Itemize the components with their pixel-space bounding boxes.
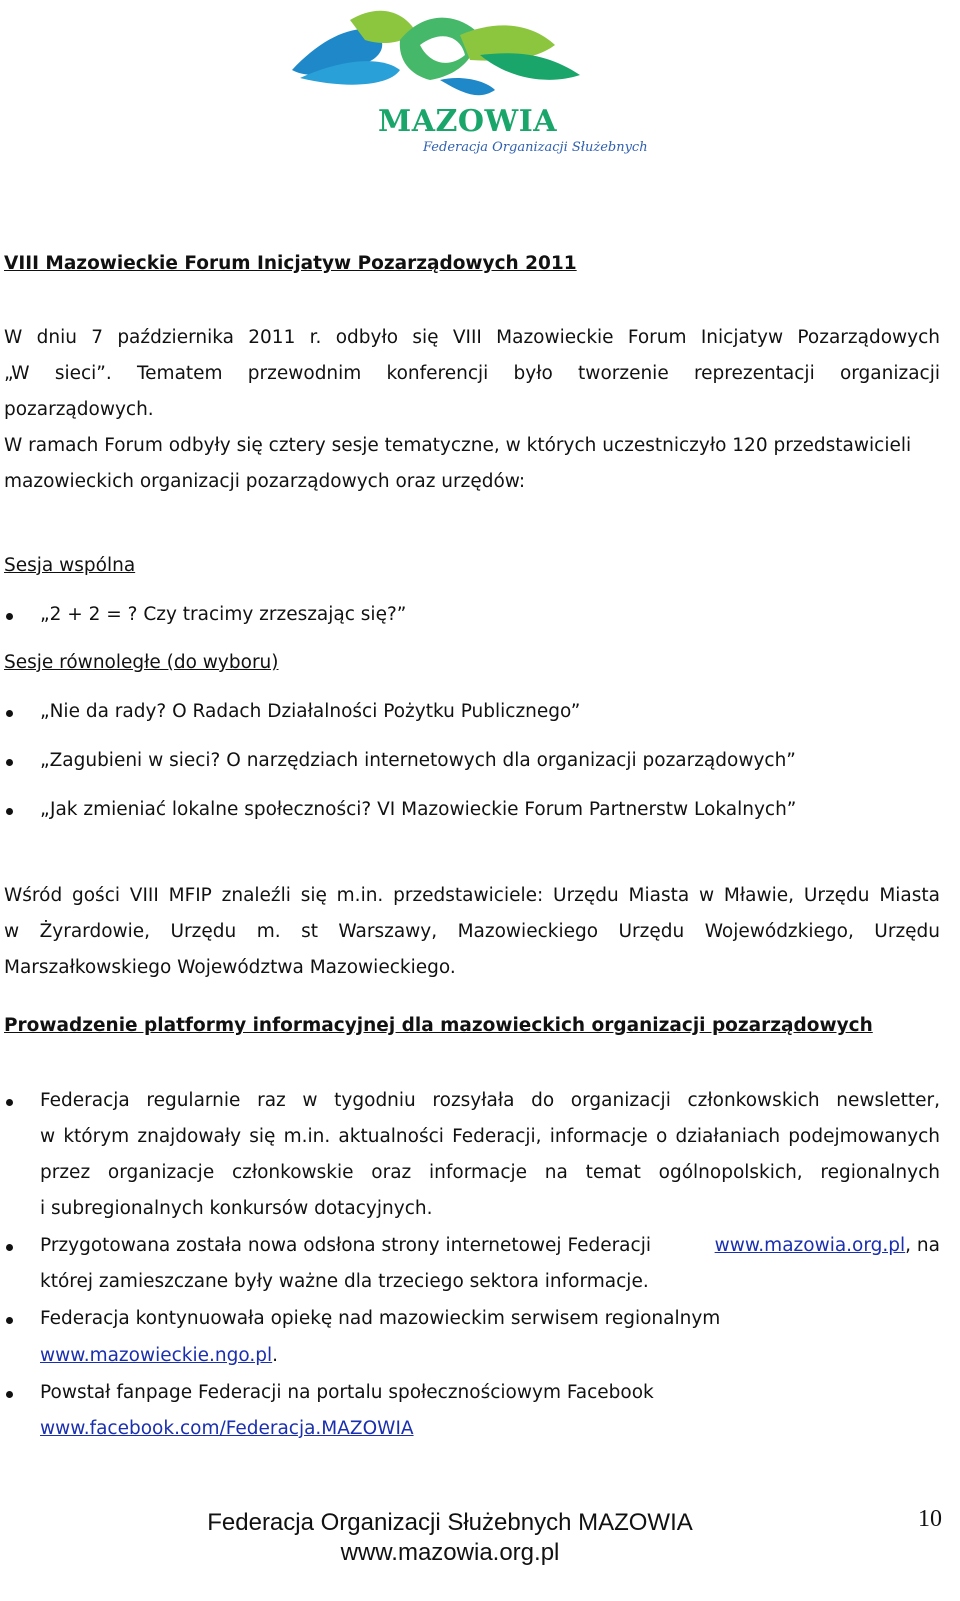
list-item-text: , na xyxy=(905,1235,940,1256)
footer-organization: Federacja Organizacji Służebnych MAZOWIA xyxy=(207,1509,693,1536)
list-item: „Nie da rady? O Radach Działalności Pożytku Publicznego” xyxy=(40,701,581,722)
list-item-text xyxy=(715,1228,940,1264)
list-item-line: Federacja regularnie raz w tygodniu rozsyłała do organizacji członkowskich newsletter, xyxy=(40,1090,940,1111)
list-item-line xyxy=(40,1228,940,1264)
list-item-line: i subregionalnych konkursów dotacyjnych. xyxy=(40,1198,433,1219)
paragraph-line: W dniu 7 października 2011 r. odbyło się VIII Mazowieckie Forum Inicjatyw Pozarządowych xyxy=(4,327,940,348)
bullet-icon xyxy=(6,1317,13,1324)
list-item-line: Powstał fanpage Federacji na portalu społecznościowym Facebook xyxy=(40,1382,654,1403)
paragraph-line: W ramach Forum odbyły się cztery sesje tematyczne, w których uczestniczyło 120 przedstawicieli xyxy=(4,435,912,456)
list-item-text: Przygotowana została nowa odsłona strony internetowej Federacji xyxy=(40,1235,651,1256)
mazowieckie-ngo-link[interactable]: www.mazowieckie.ngo.pl xyxy=(40,1345,273,1366)
bullet-icon xyxy=(6,1391,13,1398)
footer-url: www.mazowia.org.pl xyxy=(340,1539,560,1566)
paragraph-line: Marszałkowskiego Województwa Mazowieckiego. xyxy=(4,957,456,978)
list-item-line: Federacja kontynuowała opiekę nad mazowieckim serwisem regionalnym xyxy=(40,1308,721,1329)
logo-subtitle: Federacja Organizacji Służebnych xyxy=(423,140,648,155)
list-item-text: . xyxy=(272,1345,279,1366)
paragraph-line: „W sieci”. Tematem przewodnim konferencji było tworzenie reprezentacji organizacji xyxy=(4,363,940,384)
paragraph-line: pozarządowych. xyxy=(4,399,154,420)
bullet-icon xyxy=(6,613,13,620)
list-item-line: której zamieszczane były ważne dla trzeciego sektora informacje. xyxy=(40,1271,649,1292)
list-item: „2 + 2 = ? Czy tracimy zrzeszając się?” xyxy=(40,604,407,625)
bullet-icon xyxy=(6,1244,13,1251)
paragraph-line: w Żyrardowie, Urzędu m. st Warszawy, Mazowieckiego Urzędu Wojewódzkiego, Urzędu xyxy=(4,921,940,942)
page-number: 10 xyxy=(918,1506,942,1532)
parallel-sessions-heading: Sesje równoległe (do wyboru) xyxy=(4,652,279,673)
section-title-forum: VIII Mazowieckie Forum Inicjatyw Pozarządowych 2011 xyxy=(4,253,577,274)
list-item: „Zagubieni w sieci? O narzędziach internetowych dla organizacji pozarządowych” xyxy=(40,750,796,771)
list-item-line xyxy=(40,1338,278,1374)
joint-session-heading: Sesja wspólna xyxy=(4,555,136,576)
bullet-icon xyxy=(6,808,13,815)
list-item: „Jak zmieniać lokalne społeczności? VI Mazowieckie Forum Partnerstw Lokalnych” xyxy=(40,799,797,820)
mazowia-website-link[interactable]: www.mazowia.org.pl xyxy=(714,1235,906,1256)
list-item-line: przez organizacje członkowskie oraz informacje na temat ogólnopolskich, regionalnych xyxy=(40,1162,940,1183)
bullet-icon xyxy=(6,1099,13,1106)
list-item-line: w którym znajdowały się m.in. aktualności Federacji, informacje o działaniach podejmowanych xyxy=(40,1126,940,1147)
paragraph-line: mazowieckich organizacji pozarządowych oraz urzędów: xyxy=(4,471,526,492)
list-item-line xyxy=(40,1411,414,1447)
bullet-icon xyxy=(6,759,13,766)
knot-ribbon-icon xyxy=(280,0,660,110)
section-title-platform: Prowadzenie platformy informacyjnej dla mazowieckich organizacji pozarządowych xyxy=(4,1015,873,1036)
bullet-icon xyxy=(6,710,13,717)
logo-wordmark: MAZOWIA xyxy=(378,104,558,139)
facebook-fanpage-link[interactable]: www.facebook.com/Federacja.MAZOWIA xyxy=(40,1418,414,1439)
paragraph-line: Wśród gości VIII MFIP znaleźli się m.in. przedstawiciele: Urzędu Miasta w Mławie, Urzędu Miasta xyxy=(4,885,940,906)
mazowia-logo xyxy=(280,0,660,165)
